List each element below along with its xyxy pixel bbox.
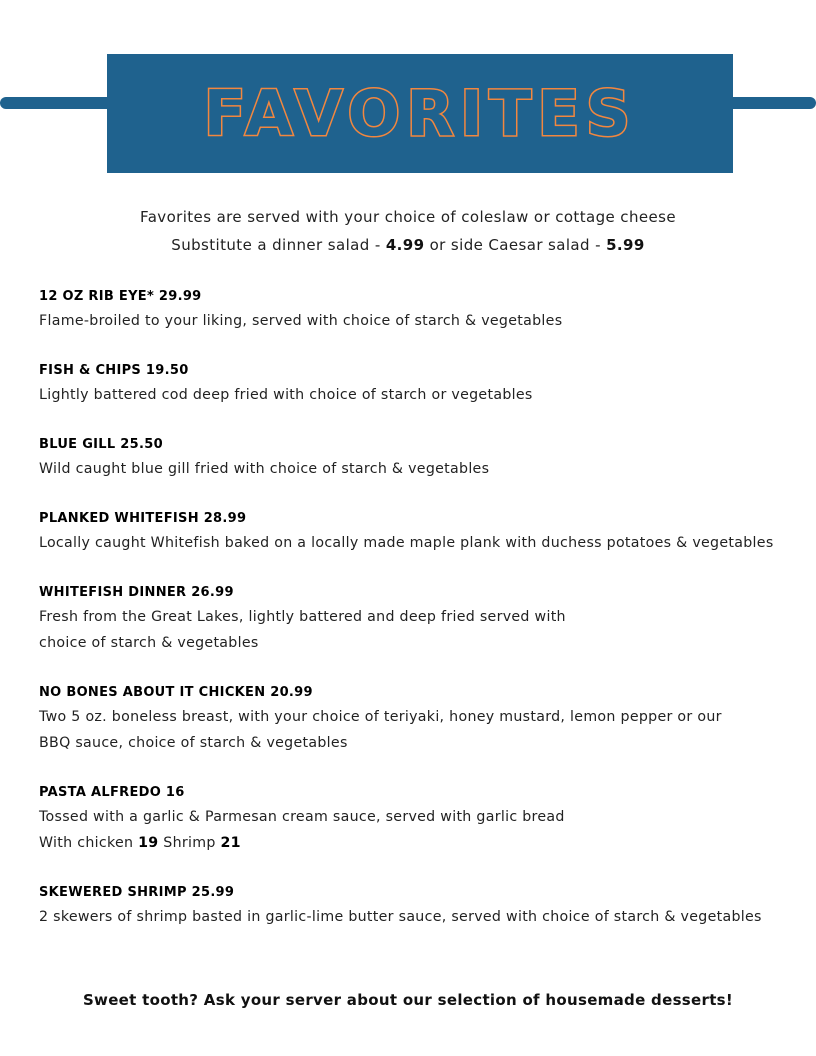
item-description: Locally caught Whitefish baked on a locally made maple plank with duchess potatoes & vegetables xyxy=(39,535,774,551)
intro-substitute-text: Substitute a dinner salad - xyxy=(171,236,386,254)
item-description-continued: BBQ sauce, choice of starch & vegetables xyxy=(39,735,348,751)
item-name: PASTA ALFREDO 16 xyxy=(39,785,185,800)
item-description: Tossed with a garlic & Parmesan cream sauce, served with garlic bread xyxy=(39,809,565,825)
item-description: Lightly battered cod deep fried with choice of starch or vegetables xyxy=(39,387,533,403)
menu-item-blue-gill xyxy=(39,434,809,482)
menu-item-fish-chips xyxy=(39,360,809,408)
item-description: Two 5 oz. boneless breast, with your choice of teriyaki, honey mustard, lemon pepper or our xyxy=(39,709,722,725)
menu-items xyxy=(39,286,809,956)
page-title: FAVORITES xyxy=(203,77,637,150)
item-description-continued: choice of starch & vegetables xyxy=(39,635,259,651)
item-name: FISH & CHIPS 19.50 xyxy=(39,363,189,378)
item-name: SKEWERED SHRIMP 25.99 xyxy=(39,885,235,900)
header-rule-left xyxy=(0,97,120,109)
caesar-salad-price: 5.99 xyxy=(606,236,645,254)
addon-chicken-label: With chicken xyxy=(39,835,139,851)
item-addons xyxy=(39,830,809,856)
item-name: BLUE GILL 25.50 xyxy=(39,437,163,452)
intro-line-substitute xyxy=(0,231,816,259)
addon-shrimp-price: 21 xyxy=(220,835,241,851)
item-name: WHITEFISH DINNER 26.99 xyxy=(39,585,234,600)
item-name: NO BONES ABOUT IT CHICKEN 20.99 xyxy=(39,685,313,700)
addon-chicken-price: 19 xyxy=(138,835,159,851)
dessert-note: Sweet tooth? Ask your server about our selection of housemade desserts! xyxy=(82,991,734,1009)
item-description: Flame-broiled to your liking, served with choice of starch & vegetables xyxy=(39,313,563,329)
dinner-salad-price: 4.99 xyxy=(385,236,425,254)
item-description: 2 skewers of shrimp basted in garlic-lime butter sauce, served with choice of starch & vegetables xyxy=(39,909,762,925)
menu-item-chicken xyxy=(39,682,809,756)
intro xyxy=(0,203,816,259)
item-name: 12 OZ RIB EYE* 29.99 xyxy=(39,289,202,304)
header-rule-right xyxy=(720,97,816,109)
item-description: Fresh from the Great Lakes, lightly battered and deep fried served with xyxy=(39,609,566,625)
menu-item-whitefish-dinner xyxy=(39,582,809,656)
item-description: Wild caught blue gill fried with choice of starch & vegetables xyxy=(39,461,490,477)
menu-item-skewered-shrimp xyxy=(39,882,809,930)
menu-item-rib-eye xyxy=(39,286,809,334)
addon-shrimp-label: Shrimp xyxy=(158,835,221,851)
title-banner xyxy=(107,54,733,173)
menu-item-planked-whitefish xyxy=(39,508,809,556)
intro-caesar-text: or side Caesar salad - xyxy=(424,236,607,254)
item-name: PLANKED WHITEFISH 28.99 xyxy=(39,511,247,526)
intro-line-sides: Favorites are served with your choice of coleslaw or cottage cheese xyxy=(140,208,676,226)
menu-item-pasta-alfredo xyxy=(39,782,809,856)
